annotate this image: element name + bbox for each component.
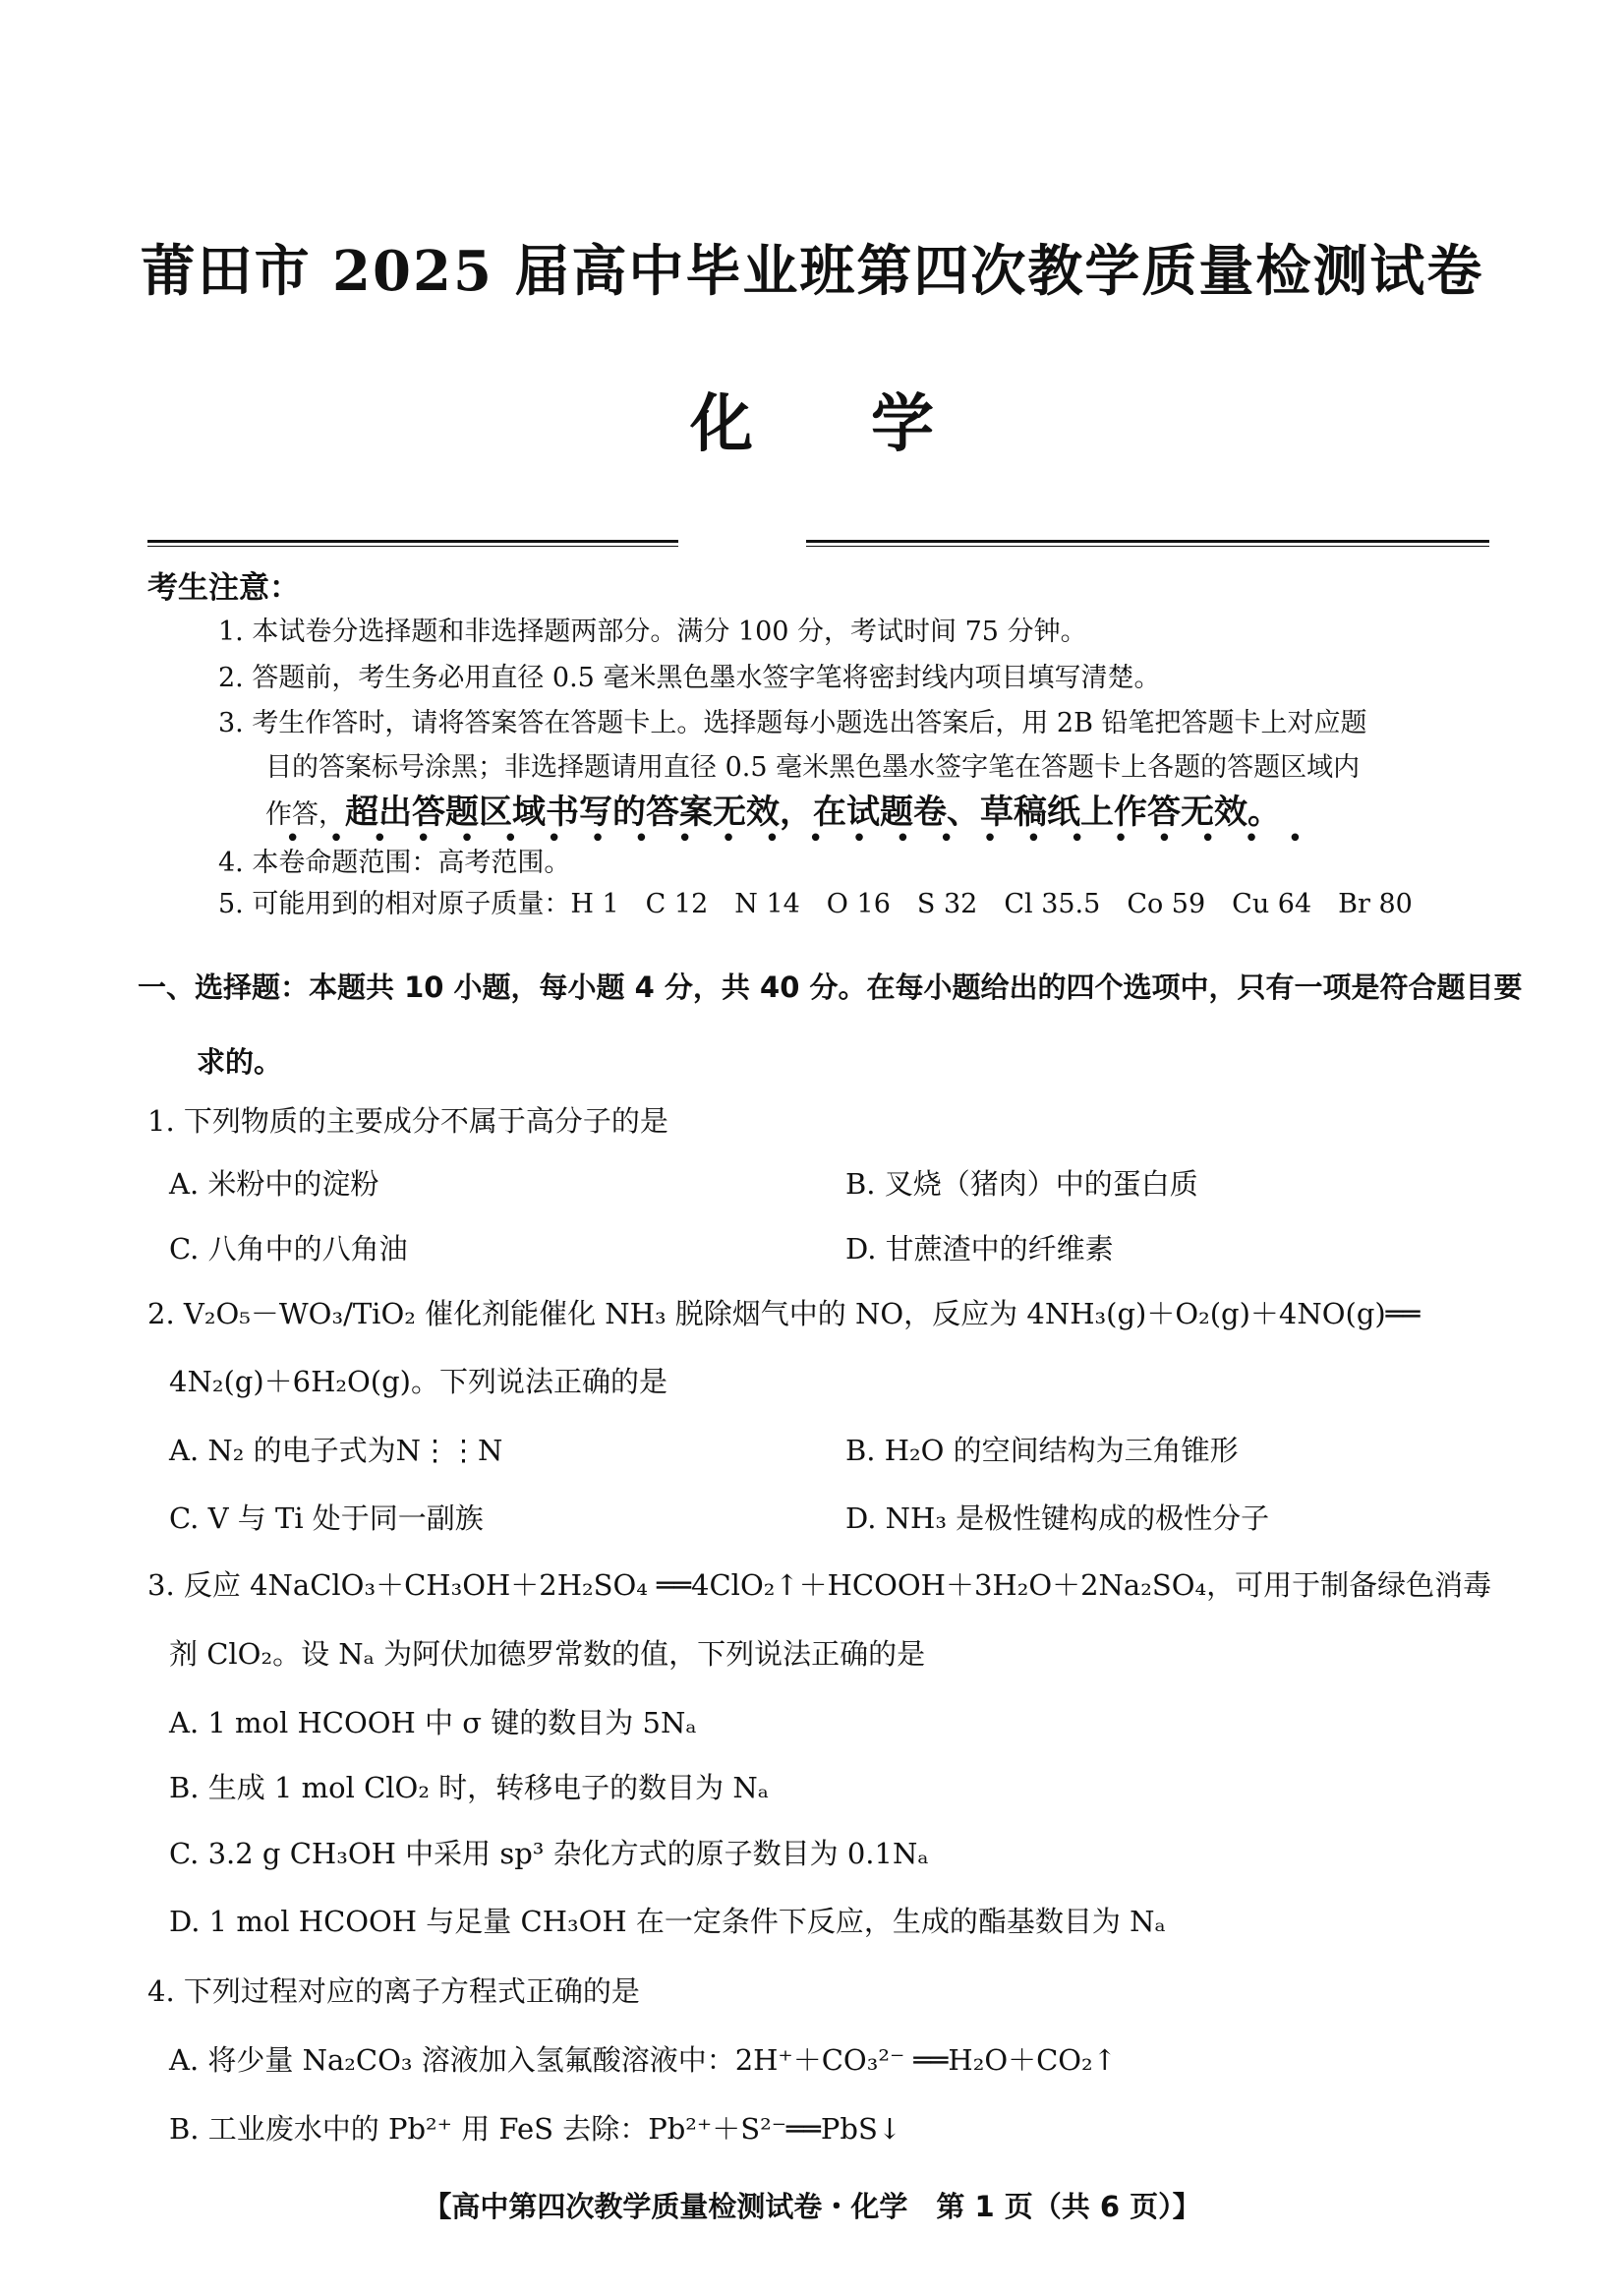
q3-option-b: B. 生成 1 mol ClO₂ 时，转移电子的数目为 Nₐ <box>169 1771 769 1804</box>
page-footer: 【高中第四次教学质量检测试卷・化学 第 1 页（共 6 页）】 <box>423 2190 1201 2223</box>
q2-option-a: A. N₂ 的电子式为N⋮⋮N <box>169 1434 503 1467</box>
emphasis-dots: •••••••••••••••••••••••• <box>285 824 1332 854</box>
q1-stem: 1. 下列物质的主要成分不属于高分子的是 <box>147 1104 668 1138</box>
note-5: 5. 可能用到的相对原子质量：H 1 C 12 N 14 O 16 S 32 Cl 35.5 Co 59 Cu 64 Br 80 <box>218 889 1413 919</box>
note-3-line-2: 目的答案标号涂黑；非选择题请用直径 0.5 毫米黑色墨水签字笔在答题卡上各题的答题区域内 <box>265 752 1361 783</box>
section-1-heading: 一、选择题：本题共 10 小题，每小题 4 分，共 40 分。在每小题给出的四个选项中，只有一项是符合题目要 <box>138 971 1523 1004</box>
q2-option-b: B. H₂O 的空间结构为三角锥形 <box>845 1434 1239 1467</box>
note-3-line-1: 3. 考生作答时，请将答案答在答题卡上。选择题每小题选出答案后，用 2B 铅笔把答题卡上对应题 <box>218 708 1367 738</box>
note-4: 4. 本卷命题范围：高考范围。 <box>218 848 571 878</box>
section-1-heading-cont: 求的。 <box>197 1045 283 1079</box>
note-3-emphasis: 超出答题区域书写的答案无效，在试题卷、草稿纸上作答无效。 <box>345 793 1281 832</box>
note-1: 1. 本试卷分选择题和非选择题两部分。满分 100 分，考试时间 75 分钟。 <box>218 617 1087 647</box>
q2-stem-line-1: 2. V₂O₅－WO₃/TiO₂ 催化剂能催化 NH₃ 脱除烟气中的 NO，反应为 4NH₃(g)＋O₂(g)＋4NO(g)══ <box>147 1297 1421 1330</box>
q4-option-a: A. 将少量 Na₂CO₃ 溶液加入氢氟酸溶液中：2H⁺＋CO₃²⁻ ══H₂O＋CO₂↑ <box>169 2043 1117 2077</box>
q2-stem-line-2: 4N₂(g)＋6H₂O(g)。下列说法正确的是 <box>169 1365 667 1398</box>
note-3-plain: 作答， <box>265 799 345 830</box>
q3-option-d: D. 1 mol HCOOH 与足量 CH₃OH 在一定条件下反应，生成的酯基数目为 Nₐ <box>169 1905 1166 1938</box>
q3-option-c: C. 3.2 g CH₃OH 中采用 sp³ 杂化方式的原子数目为 0.1Nₐ <box>169 1837 929 1870</box>
q1-option-b: B. 叉烧（猪肉）中的蛋白质 <box>845 1167 1198 1201</box>
q1-option-a: A. 米粉中的淀粉 <box>169 1167 379 1201</box>
q4-option-b: B. 工业废水中的 Pb²⁺ 用 FeS 去除：Pb²⁺＋S²⁻══PbS↓ <box>169 2112 902 2146</box>
note-2: 2. 答题前，考生务必用直径 0.5 毫米黑色墨水签字笔将密封线内项目填写清楚。 <box>218 663 1161 693</box>
q2-option-c: C. V 与 Ti 处于同一副族 <box>169 1501 484 1535</box>
q1-option-d: D. 甘蔗渣中的纤维素 <box>845 1232 1114 1266</box>
q2-option-d: D. NH₃ 是极性键构成的极性分子 <box>845 1501 1270 1535</box>
q3-stem-line-1: 3. 反应 4NaClO₃＋CH₃OH＋2H₂SO₄ ══4ClO₂↑＋HCOOH＋3H₂O＋2Na₂SO₄，可用于制备绿色消毒 <box>147 1568 1492 1602</box>
notes-heading: 考生注意： <box>147 570 300 606</box>
q4-stem: 4. 下列过程对应的离子方程式正确的是 <box>147 1974 640 2008</box>
q1-option-c: C. 八角中的八角油 <box>169 1232 408 1266</box>
divider-left <box>147 540 678 547</box>
subject-title: 化学 <box>690 387 1052 461</box>
exam-title: 莆田市 2025 届高中毕业班第四次教学质量检测试卷 <box>140 239 1484 304</box>
divider-right <box>806 540 1489 547</box>
q3-option-a: A. 1 mol HCOOH 中 σ 键的数目为 5Nₐ <box>169 1706 697 1739</box>
q3-stem-line-2: 剂 ClO₂。设 Nₐ 为阿伏加德罗常数的值，下列说法正确的是 <box>169 1637 926 1671</box>
